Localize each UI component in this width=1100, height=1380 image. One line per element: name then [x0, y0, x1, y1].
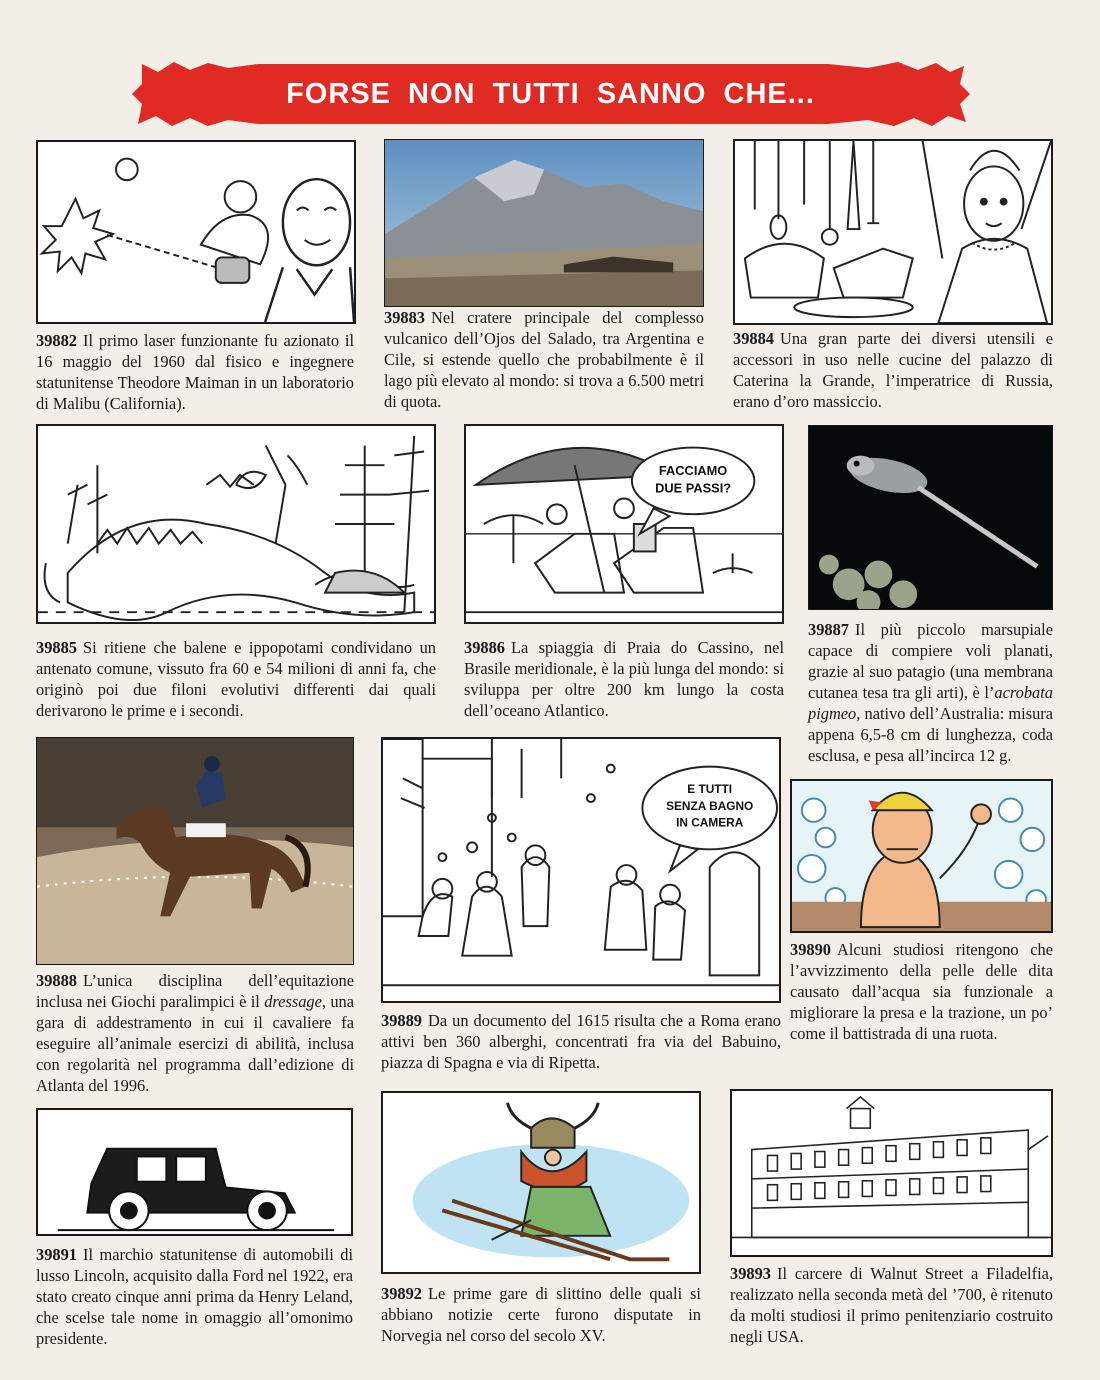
fact-39893: 39893 Il carcere di Walnut Street a Filadelfia, realizzato nella seconda metà del ’700, è ritenuto da molti studiosi il primo penitenziario costruito negli USA.	[730, 1264, 1053, 1346]
fact-39885: 39885 Si ritiene che balene e ippopotami condividano un antenato comune, vissuto fra 60 e 54 milioni di anni fa, che originò poi due filoni evolutivi differenti dai quali derivarono le prime e i secondi.	[36, 638, 436, 720]
comic-bathtub-man	[790, 779, 1053, 933]
fact-39882: 39882 Il primo laser funzionante fu azionato il 16 maggio del 1960 dal fisico e ingegnere statunitense Theodore Maiman in un laboratorio di Malibu (California).	[36, 331, 354, 413]
bubble2-line-2: SENZA BAGNO	[666, 798, 754, 813]
page-title: FORSE NON TUTTI SANNO CHE...	[286, 77, 815, 110]
bubble-line-2: DUE PASSI?	[655, 480, 732, 496]
bubble2-line-1: E TUTTI	[687, 782, 733, 797]
fact-39889: 39889 Da un documento del 1615 risulta che a Roma erano attivi ben 360 alberghi, concentrati fra via del Babuino, piazza di Spagna e via di Ripetta.	[381, 1011, 781, 1072]
drawing-vintage-car	[36, 1108, 353, 1236]
bubble-line-1: FACCIAMO	[658, 463, 728, 478]
fact-39884: 39884 Una gran parte dei diversi utensili e accessori in uso nelle cucine del palazzo di Caterina la Grande, l’imperatrice di Russia, erano d’oro massiccio.	[733, 329, 1053, 411]
photo-feathertail-glider	[808, 425, 1053, 610]
photo-dressage-horse	[36, 737, 354, 965]
fact-39888: 39888 L’unica disciplina dell’equitazione inclusa nei Giochi paralimpici è il dressage, una gara di addestramento in cui il cavaliere fa eseguire all’animale esercizi di abilità, inclusa con regolarità nel programma dall’edizione di Atlanta del 1996.	[36, 971, 354, 1095]
comic-beach-couple	[464, 424, 784, 624]
fact-39892: 39892 Le prime gare di slittino delle quali si abbiano notizie certe furono disputate in Norvegia nel corso del secolo XV.	[381, 1284, 701, 1345]
drawing-walnut-street-jail	[730, 1089, 1053, 1257]
fact-39890: 39890 Alcuni studiosi ritengono che l’avvizzimento della pelle delle dita causato dall’acqua sia funzionale a migliorare la presa e la trazione, un po’ come il battistrada di una ruota.	[790, 940, 1053, 1043]
comic-rome-street	[381, 737, 781, 1003]
fact-39886: 39886 La spiaggia di Praia do Cassino, nel Brasile meridionale, è la più lunga del mondo: si sviluppa per oltre 200 km lungo la costa dell’oceano Atlantico.	[464, 638, 784, 720]
header-banner	[128, 58, 973, 130]
photo-volcano-ojos-del-salado	[384, 139, 704, 307]
fact-39891: 39891 Il marchio statunitense di automobili di lusso Lincoln, acquisito dalla Ford nel 1922, era stato creato cinque anni prima da Henry Leland, che scelse tale nome in omaggio all’omonimo presidente.	[36, 1245, 353, 1348]
fact-39883: 39883 Nel cratere principale del complesso vulcanico dell’Ojos del Salado, tra Argentina e Cile, si estende quello che probabilmente è il lago più elevato al mondo: si trova a 6.500 metri di quota.	[384, 308, 704, 411]
comic-prehistoric-creature	[36, 424, 436, 624]
fact-39887: 39887 Il più piccolo marsupiale capace di compiere voli planati, grazie al suo patagio (una membrana cutanea tesa tra gli arti), è l’acrobata pigmeo, nativo dell’Australia: misura appena 6,5-8 cm di lunghezza, coda esclusa, e pesa all’incirca 12 g.	[808, 620, 1053, 765]
bubble2-line-3: IN CAMERA	[676, 815, 744, 830]
comic-viking-sled	[381, 1091, 701, 1274]
comic-catherine-kitchen	[733, 139, 1053, 325]
comic-laser-inventor	[36, 140, 356, 324]
